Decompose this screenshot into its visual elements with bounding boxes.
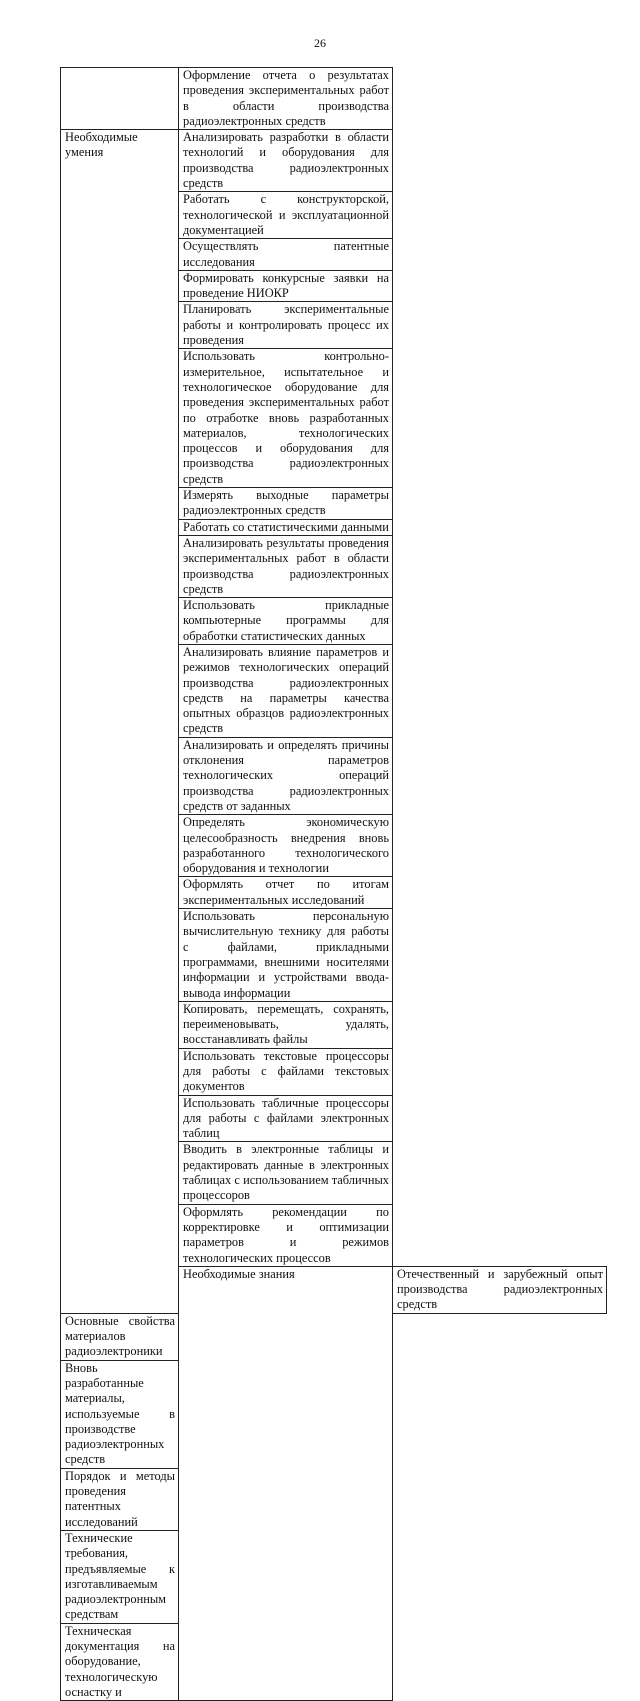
row-description: Оформлять рекомендации по корректировке и оптимизации параметров и режимов технологических процессов [179,1204,393,1266]
row-description: Вводить в электронные таблицы и редактировать данные в электронных таблицах с использованием табличных процессоров [179,1142,393,1204]
row-description: Использовать текстовые процессоры для работы с файлами текстовых документов [179,1048,393,1095]
requirements-table-body [61,68,607,1701]
row-category [179,1266,393,1700]
row-description: Формировать конкурсные заявки на проведение НИОКР [179,270,393,302]
row-category-label: Необходимые знания [183,1266,295,1281]
row-category [61,68,179,130]
row-description: Определять экономическую целесообразность внедрения вновь разработанного технологического оборудования и технологии [179,815,393,877]
table-row [61,68,607,130]
row-description: Технические требования, предъявляемые к изготавливаемым радиоэлектронным средствам [61,1530,179,1623]
row-description: Вновь разработанные материалы, используемые в производстве радиоэлектронных средств [61,1360,179,1468]
row-description: Основные свойства материалов радиоэлектроники [61,1313,179,1360]
row-description: Использовать контрольно-измерительное, испытательное и технологическое оборудование для проведения экспериментальных работ по отработке вновь разработанных материалов, технологических процессов и оборудования для производства радиоэлектронных средств [179,349,393,488]
row-description: Порядок и методы проведения патентных исследований [61,1468,179,1530]
row-description: Использовать персональную вычислительную технику для работы с файлами, прикладными программами, внешними носителями информации и устройствами ввода-вывода информации [179,909,393,1002]
row-category-label: Необходимые умения [65,130,138,160]
page-number: 26 [314,36,326,50]
row-description: Анализировать и определять причины отклонения параметров технологических операций производства радиоэлектронных средств от заданных [179,737,393,814]
row-description: Анализировать влияние параметров и режимов технологических операций производства радиоэлектронных средств на параметры качества опытных образцов радиоэлектронных средств [179,644,393,737]
row-description: Измерять выходные параметры радиоэлектронных средств [179,488,393,520]
row-description: Анализировать результаты проведения экспериментальных работ в области производства радиоэлектронных средств [179,535,393,597]
row-description: Использовать табличные процессоры для работы с файлами электронных таблиц [179,1095,393,1142]
row-description: Планировать экспериментальные работы и контролировать процесс их проведения [179,302,393,349]
row-description: Оформление отчета о результатах проведения экспериментальных работ в области производства радиоэлектронных средств [179,68,393,130]
row-description: Анализировать разработки в области технологий и оборудования для производства радиоэлектронных средств [179,130,393,192]
row-description: Работать со статистическими данными [179,519,393,535]
row-description: Отечественный и зарубежный опыт производства радиоэлектронных средств [393,1266,607,1313]
row-description: Работать с конструкторской, технологической и эксплуатационной документацией [179,192,393,239]
row-description: Копировать, перемещать, сохранять, переименовывать, удалять, восстанавливать файлы [179,1001,393,1048]
table-row [61,130,607,192]
row-category [61,130,179,1314]
row-description: Оформлять отчет по итогам экспериментальных исследований [179,877,393,909]
row-description: Использовать прикладные компьютерные программы для обработки статистических данных [179,598,393,645]
row-description: Осуществлять патентные исследования [179,239,393,271]
requirements-table [60,67,607,1701]
row-description: Техническая документация на оборудование, технологическую оснастку и [61,1623,179,1700]
